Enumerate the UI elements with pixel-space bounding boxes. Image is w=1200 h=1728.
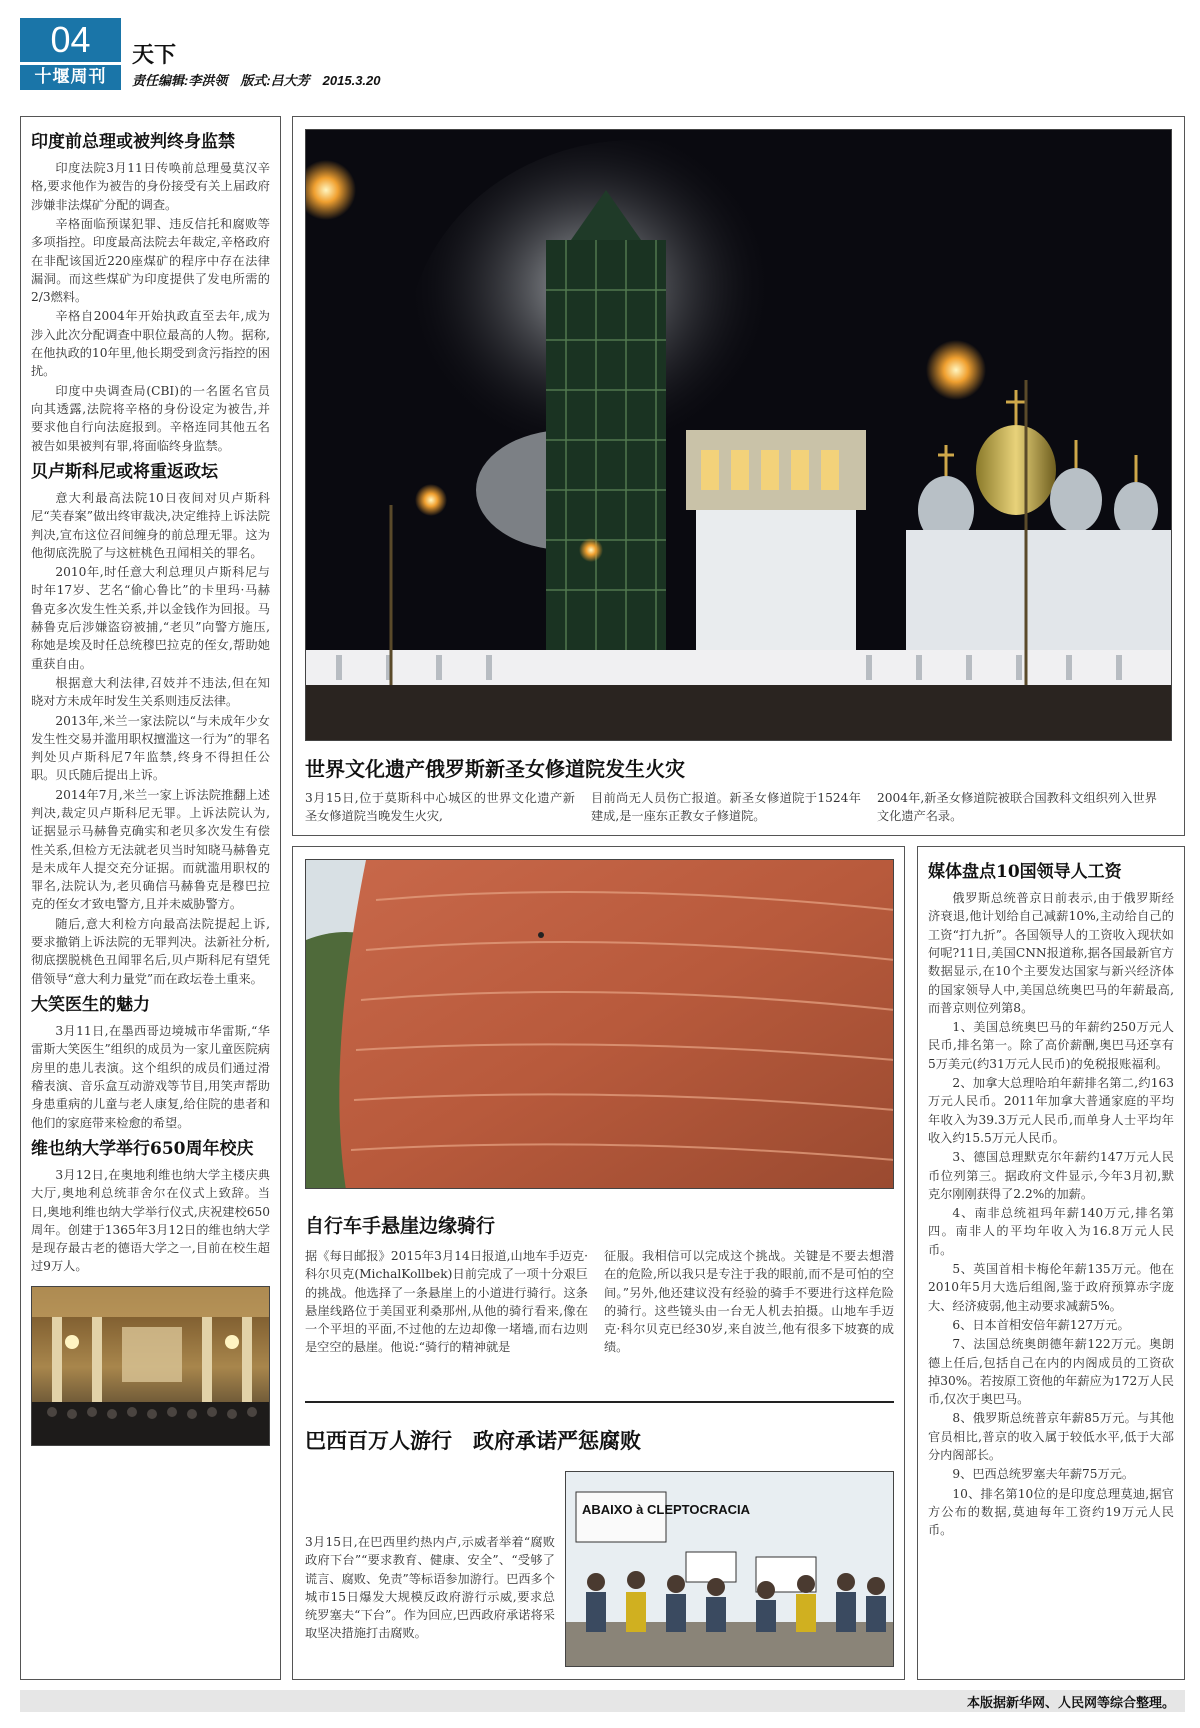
paragraph: 2010年,时任意大利总理贝卢斯科尼与时年17岁、艺名“偷心鲁比”的卡里玛·马赫鲁克多次发生性关系,并以金钱作为回报。马赫鲁克后涉嫌盗窃被捕,“老贝”向警方施压,称她是埃及时任总统穆巴拉克的侄女,帮助她重获自由。	[31, 565, 270, 671]
paragraph: 9、巴西总统罗塞夫年薪75万元。	[952, 1467, 1135, 1482]
paragraph: 2014年7月,米兰一家上诉法院推翻上述判决,裁定贝卢斯科尼无罪。上诉法院认为,证据显示马赫鲁克确实和老贝多次发生有偿性关系,但检方无法就老贝当时知晓马赫鲁克是未成年人提交充分证据。而就滥用职权的罪名,法院认为,老贝确信马赫鲁克是穆巴拉克的侄女才致电警方,且并未威胁警方。	[31, 787, 270, 912]
right-column	[917, 846, 1185, 1680]
paragraph: 印度法院3月11日传唤前总理曼莫汉辛格,要求他作为被告的身份接受有关上届政府涉嫌非法煤矿分配的调查。	[31, 161, 270, 212]
university-hall-photo	[31, 1286, 270, 1446]
paragraph: 辛格自2004年开始执政直至去年,成为涉入此次分配调查中职位最高的人物。据称,在他执政的10年里,他长期受到贪污指控的困扰。	[31, 309, 270, 379]
paragraph: 印度中央调查局(CBI)的一名匿名官员向其透露,法院将辛格的身份设定为被告,并要求他自行向法庭报到。辛格连同其他五名被告如果被判有罪,将面临终身监禁。	[31, 383, 270, 453]
fire-story-caption: 2004年,新圣女修道院被联合国教科文组织列入世界文化遗产名录。	[877, 791, 1157, 824]
article-headline: 印度前总理或被判终身监禁	[31, 132, 235, 152]
page-badge	[20, 18, 121, 90]
article-headline: 维也纳大学举行650周年校庆	[31, 1138, 254, 1159]
cliff-ride-photo	[305, 859, 894, 1189]
paragraph: 3月12日,在奥地利维也纳大学主楼庆典大厅,奥地利总统菲舍尔在仪式上致辞。当日,奥地利维也纳大学举行仪式,庆祝建校650周年。创建于1365年3月12日的维也纳大学是现存最古老的德语大学之一,目前在校生超过9万人。	[31, 1167, 270, 1274]
section-divider	[305, 1401, 894, 1403]
fire-story-caption: 目前尚无人员伤亡报道。新圣女修道院于1524年建成,是一座东正教女子修道院。	[591, 791, 861, 824]
brazil-story-headline: 巴西百万人游行 政府承诺严惩腐败	[305, 1428, 641, 1453]
paragraph: 6、日本首相安倍年薪127万元。	[952, 1317, 1130, 1332]
protest-sign-text: ABAIXO à CLEPTOCRACIA	[582, 1502, 751, 1517]
cliff-ride-image	[306, 860, 894, 1189]
fire-story-caption: 3月15日,位于莫斯科中心城区的世界文化遗产新圣女修道院当晚发生火灾,	[305, 791, 575, 824]
paper-name: 十堰周刊	[20, 65, 121, 90]
paragraph: 2、加拿大总理哈珀年薪排名第二,约163万元人民币。2011年加拿大普通家庭的平均年收入为39.3万元人民币,而单身人士平均年收入约15.5万元人民币。	[928, 1076, 1174, 1145]
editor-line: 责任编辑:李洪领 版式:吕大芳 2015.3.20	[132, 73, 381, 88]
paragraph: 7、法国总统奥朗德年薪122万元。奥朗德上任后,包括自己在内的内阁成员的工资砍掉30%。若按原工资他的年薪应为172万人民币,仅次于奥巴马。	[928, 1337, 1174, 1407]
paragraph: 1、美国总统奥巴马的年薪约250万元人民币,排名第一。除了高价薪酬,奥巴马还享有5万美元(约31万元人民币)的免税报账福利。	[928, 1020, 1174, 1071]
article-body	[31, 159, 270, 455]
footer-source: 本版据新华网、人民网等综合整理。	[966, 1696, 1175, 1711]
brazil-story-text: 3月15日,在巴西里约热内卢,示威者举着“腐败政府下台”“要求教育、健康、安全”、“受够了谎言、腐败、免责”等标语参加游行。巴西多个城市15日爆发大规模反政府游行示威,要求总统罗塞夫“下台”。作为回应,巴西政府承诺将采取坚决措施打击腐败。	[305, 1535, 555, 1641]
paragraph: 根据意大利法律,召妓并不违法,但在知晓对方未成年时发生关系则违反法律。	[31, 675, 270, 709]
article-headline: 贝卢斯科尼或将重返政坛	[31, 461, 218, 482]
paragraph: 10、排名第10位的是印度总理莫迪,据官方公布的数据,莫迪每年工资约19万元人民币。	[928, 1486, 1174, 1538]
paragraph: 4、南非总统祖玛年薪140万元,排名第四。南非人的平均年收入为16.8万元人民币。	[928, 1206, 1174, 1257]
paragraph: 随后,意大利检方向最高法院提起上诉,要求撤销上诉法院的无罪判决。法新社分析,彻底摆脱桃色丑闻罪名后,贝卢斯科尼有望凭借领导“意大利力量党”而在政坛卷土重来。	[31, 916, 270, 986]
paragraph: 3月11日,在墨西哥边境城市华雷斯,“华雷斯大笑医生”组织的成员为一家儿童医院病房里的患儿表演。这个组织的成员们通过滑稽表演、音乐盒互动游戏等节目,用笑声帮助身患重病的儿童与老人康复,给住院的患者和他们的家庭带来检愈的希望。	[31, 1024, 270, 1130]
brazil-protest-image	[566, 1472, 894, 1667]
paragraph: 俄罗斯总统普京日前表示,由于俄罗斯经济衰退,他计划给自己减薪10%,主动给自己的工资“打九折”。各国领导人的工资收入现状如何呢?11日,美国CNN报道称,据各国最新官方数据显示,在10个主要发达国家与新兴经济体的国家领导人中,美国总统奥巴马的年薪最高,而普京则位列第8。	[928, 891, 1174, 1015]
article-headline: 大笑医生的魅力	[31, 994, 150, 1015]
paragraph: 意大利最高法院10日夜间对贝卢斯科尼“芙春案”做出终审裁决,决定维持上诉法院判决,宣布这位召间缠身的前总理无罪。这为他彻底洗脱了与这桩桃色丑闻相关的罪名。	[31, 490, 270, 560]
fire-story-box	[292, 116, 1185, 836]
section-title: 天下	[132, 42, 177, 68]
page-number: 04	[20, 18, 121, 62]
fire-story-headline: 世界文化遗产俄罗斯新圣女修道院发生火灾	[305, 757, 685, 781]
monastery-fire-photo	[305, 129, 1172, 741]
article-body	[31, 489, 270, 988]
footer-bar	[20, 1690, 1185, 1712]
brazil-protest-photo	[565, 1471, 894, 1667]
cliff-story-column: 征服。我相信可以完成这个挑战。关键是不要去想潜在的危险,所以我只是专注于我的眼前,而不是可怕的空间。”另外,他还建议没有经验的骑手不要进行这样危险的骑行。这些镜头由一台无人机去拍摄。山地车手迈克·科尔贝克已经30岁,来自波兰,他有很多下坡赛的成绩。	[604, 1249, 894, 1355]
middle-stories-box	[292, 846, 905, 1680]
article-body	[928, 889, 1174, 1539]
masthead	[20, 18, 1180, 90]
paragraph: 8、俄罗斯总统普京年薪85万元。与其他官员相比,普京的收入属于较低水平,低于大部分内阁部长。	[928, 1411, 1174, 1462]
paragraph: 5、英国首相卡梅伦年薪135万元。他在2010年5月大选后组阁,鉴于政府预算赤字庞大、经济疲弱,他主动要求减薪5%。	[928, 1262, 1174, 1313]
cliff-story-column: 据《每日邮报》2015年3月14日报道,山地车手迈克·科尔贝克(MichalKollbek)日前完成了一项十分艰巨的挑战。他选择了一条悬崖上的小道进行骑行。这条悬崖线路位于美国亚利桑那州,从他的骑行看来,像在一个平坦的平面,不过他的左边却像一堵墙,而右边则是空空的悬崖。他说:“骑行的精神就是	[305, 1249, 588, 1355]
paragraph: 3、德国总理默克尔年薪约147万元人民币位列第三。据政府文件显示,今年3月初,默克尔刚刚获得了2.2%的加薪。	[928, 1150, 1174, 1201]
paragraph: 辛格面临预谋犯罪、违反信托和腐败等多项指控。印度最高法院去年裁定,辛格政府在非配该国近220座煤矿的程序中存在法律漏洞。而这些煤矿为印度提供了发电所需的2/3燃料。	[31, 216, 270, 305]
monastery-fire-image	[306, 130, 1172, 741]
article-body	[31, 1166, 270, 1276]
cliff-story-headline: 自行车手悬崖边缘骑行	[305, 1215, 496, 1237]
paragraph: 2013年,米兰一家法院以“与未成年少女发生性交易并滥用职权擅滥这一行为”的罪名判处贝卢斯科尼7年监禁,终身不得担任公职。贝氏随后提出上诉。	[31, 713, 270, 783]
article-headline: 媒体盘点10国领导人工资	[928, 862, 1122, 882]
article-body	[31, 1022, 270, 1132]
university-hall-image	[32, 1287, 270, 1446]
left-column	[20, 116, 281, 1680]
